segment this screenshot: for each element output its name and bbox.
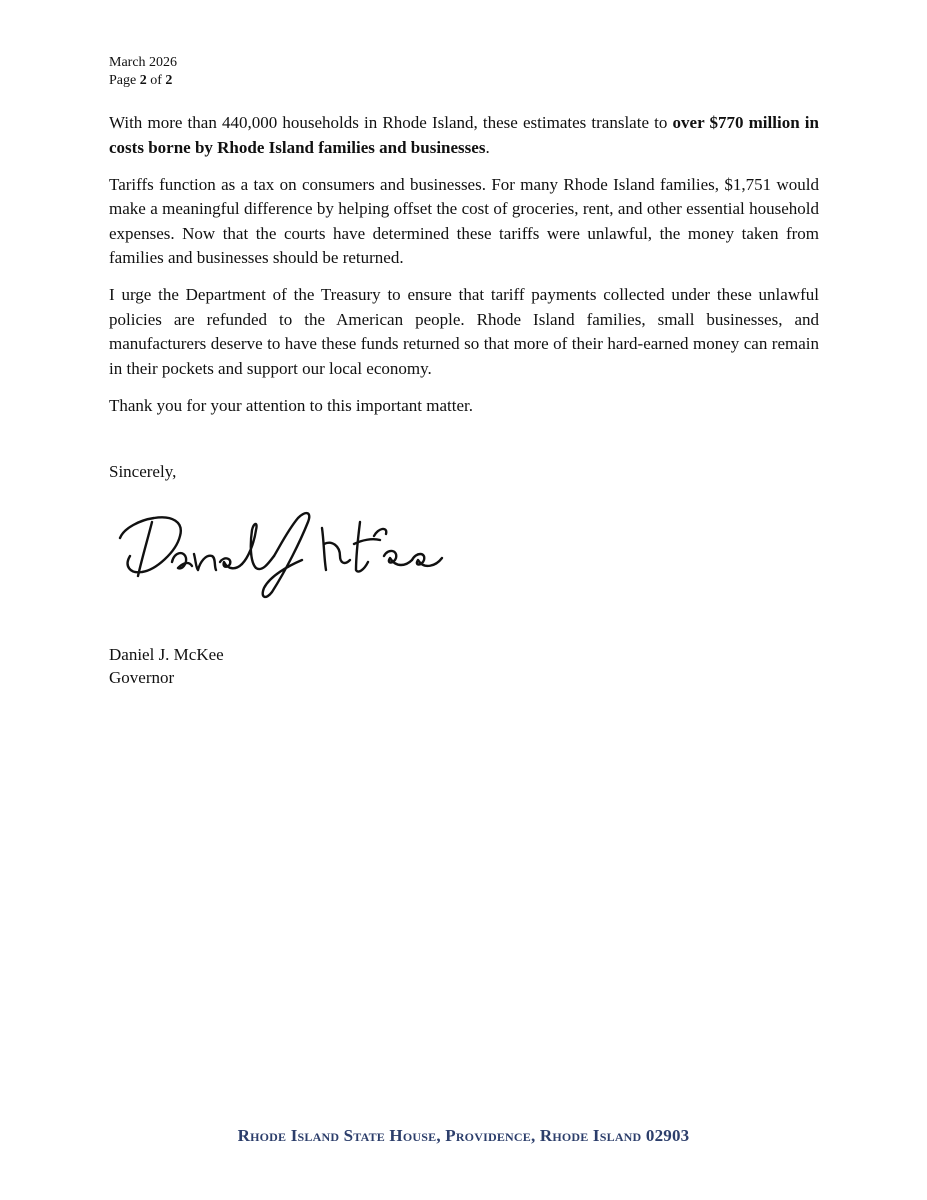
paragraph-households-end: . — [485, 137, 490, 157]
letter-date: March 2026 — [109, 55, 178, 70]
signer-title: Governor — [109, 668, 175, 687]
signer-name: Daniel J. McKee — [109, 645, 224, 664]
paragraph-households-emphasis: over $770 million in costs borne by Rhode Island families and businesses — [109, 113, 819, 157]
page-of: of — [146, 73, 166, 88]
paragraph-tariffs: Tariffs function as a tax on consumers and businesses. For many Rhode Island families, $1,751 would make a meaningful difference by helping offset the cost of groceries, rent, and other essential household expenses. Now that the courts have determined these tariffs were unlawful, the money taken from families and businesses should be returned. — [109, 174, 819, 267]
footer-address: Rhode Island State House, Providence, Rhode Island 02903 — [237, 1126, 690, 1145]
page-current: 2 — [139, 73, 147, 88]
page-header — [109, 54, 177, 90]
paragraph-households — [109, 111, 819, 160]
letter-body — [109, 111, 819, 431]
paragraph-thanks: Thank you for your attention to this important matter. — [109, 395, 474, 415]
paragraph-households-text: With more than 440,000 households in Rhode Island, these estimates translate to — [109, 113, 673, 132]
page-total: 2 — [165, 73, 173, 88]
closing-salutation: Sincerely, — [109, 462, 177, 481]
paragraph-treasury: I urge the Department of the Treasury to ensure that tariff payments collected under these unlawful policies are refunded to the American people. Rhode Island families, small businesses, and manufacturers deserve to have these funds returned so that more of their hard-earned money can remain in their pockets and support our local economy. — [109, 285, 819, 378]
page-number — [109, 72, 177, 90]
page-prefix: Page — [109, 73, 140, 88]
signer-block — [109, 643, 224, 689]
signature-image — [112, 500, 472, 608]
